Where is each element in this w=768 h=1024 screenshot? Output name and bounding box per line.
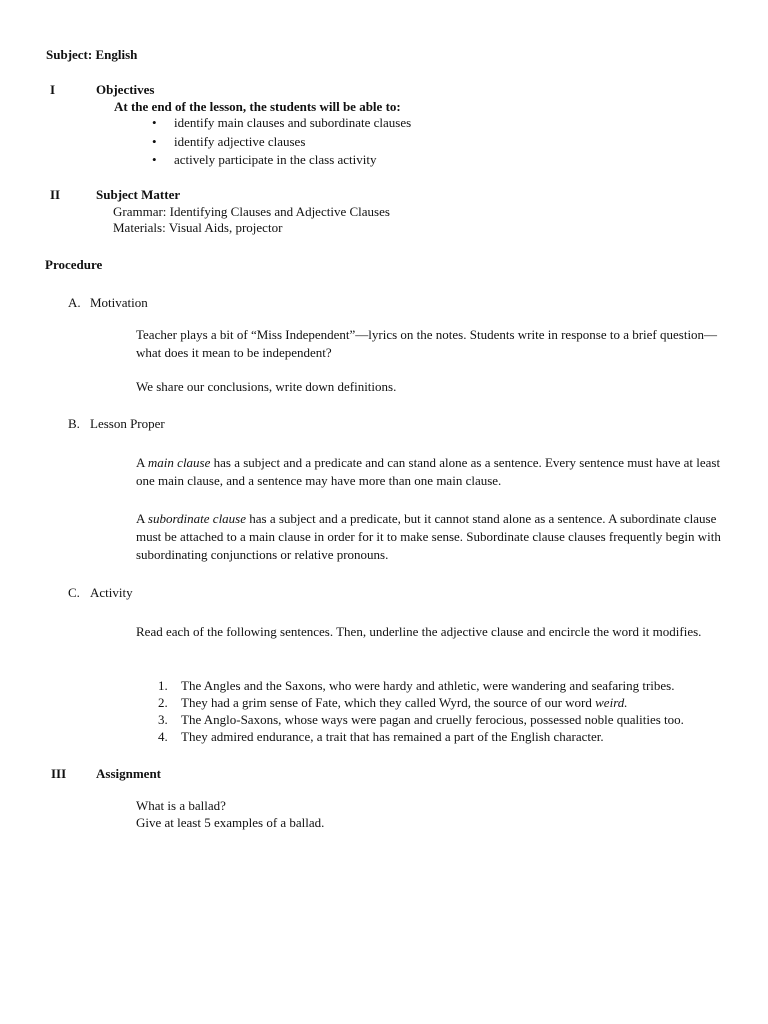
subsection-letter: A. [68, 295, 81, 310]
activity-sentence: 3. The Anglo-Saxons, whose ways were pagan and cruelly ferocious, possessed noble qualities too. [158, 712, 684, 727]
subsection-label: Motivation [90, 295, 148, 310]
objective-item: • identify adjective clauses [136, 133, 411, 152]
lesson-paragraph-subordinate-clause: A subordinate clause has a subject and a predicate, but it cannot stand alone as a sentence. A subordinate clause must be attached to a main clause in order for it to make sense. Subordinate clause clauses frequently begin with subordinating conjunctions or relative pronouns. [136, 511, 721, 562]
activity-sentence-list [152, 677, 684, 745]
section-title-subject-matter: Subject Matter [96, 187, 181, 202]
activity-sentence: 4. They admired endurance, a trait that has remained a part of the English character. [158, 729, 604, 744]
assignment-line-2: Give at least 5 examples of a ballad. [136, 815, 325, 830]
document-subject: Subject: English [46, 47, 138, 62]
section-number-assignment: III [51, 766, 67, 781]
section-title-procedure: Procedure [45, 257, 103, 272]
motivation-paragraph-1: Teacher plays a bit of “Miss Independent”—lyrics on the notes. Students write in response to a brief question—what does it mean to be independent? [136, 327, 718, 360]
activity-sentence: 1. The Angles and the Saxons, who were hardy and athletic, were wandering and seafaring tribes. [158, 678, 675, 693]
subsection-letter: B. [68, 416, 80, 431]
term-subordinate-clause: subordinate clause [147, 511, 247, 526]
subsection-letter: C. [68, 585, 80, 600]
subject-matter-materials: Materials: Visual Aids, projector [113, 220, 283, 235]
objectives-list [136, 114, 411, 170]
subsection-label: Activity [90, 585, 133, 600]
lesson-paragraph-main-clause: A main clause has a subject and a predicate and can stand alone as a sentence. Every sentence must have at least one main clause, and a sentence may have more than one main clause. [136, 455, 721, 488]
section-number-subject-matter: II [50, 187, 61, 202]
objectives-intro: At the end of the lesson, the students will be able to: [114, 99, 401, 114]
activity-instruction: Read each of the following sentences. Then, underline the adjective clause and encircle the word it modifies. [136, 624, 702, 639]
section-title-assignment: Assignment [96, 766, 162, 781]
subsection-label: Lesson Proper [90, 416, 165, 431]
subject-matter-grammar: Grammar: Identifying Clauses and Adjective Clauses [113, 204, 390, 219]
section-number-objectives: I [50, 82, 56, 97]
objective-item: • identify main clauses and subordinate clauses [136, 114, 411, 133]
term-main-clause: main clause [147, 455, 211, 470]
objective-item: • actively participate in the class activity [136, 151, 411, 170]
assignment-line-1: What is a ballad? [136, 798, 226, 813]
activity-sentence: 2. They had a grim sense of Fate, which they called Wyrd, the source of our word weird. [158, 695, 628, 710]
motivation-paragraph-2: We share our conclusions, write down definitions. [136, 379, 397, 394]
section-title-objectives: Objectives [96, 82, 155, 97]
